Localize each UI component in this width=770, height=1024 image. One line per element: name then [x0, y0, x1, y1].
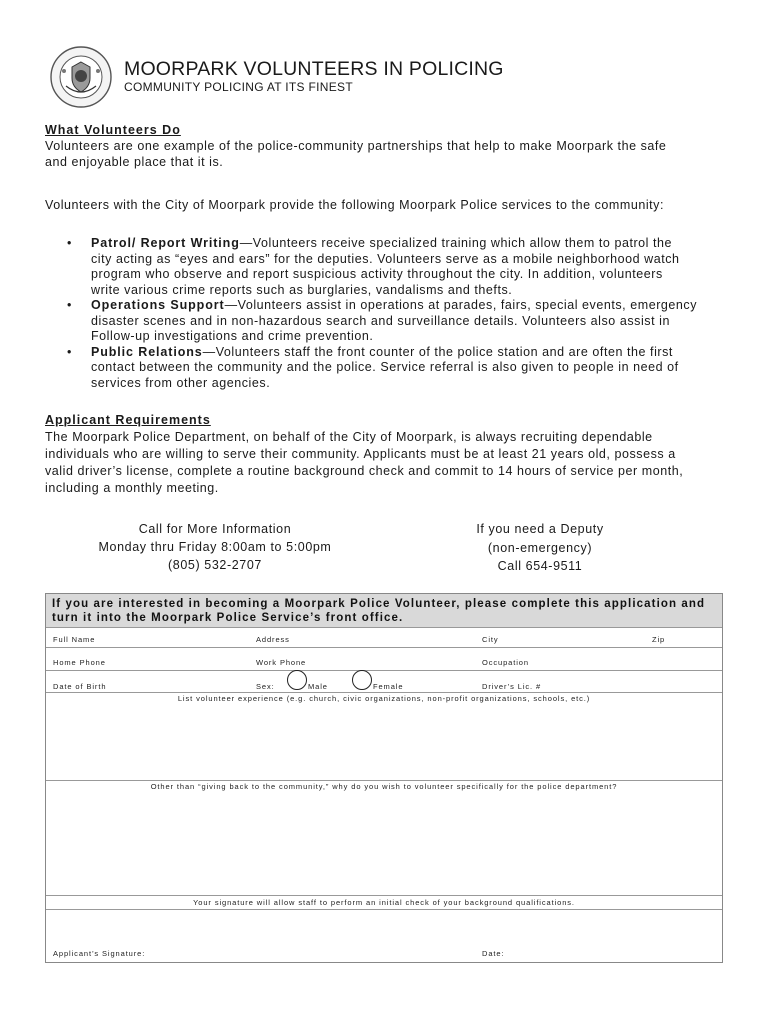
city-field[interactable]: City — [482, 635, 499, 644]
why-volunteer-label: Other than “giving back to the community,” why do you wish to volunteer specifically for the police department? — [150, 782, 618, 791]
contact-line: (non-emergency) — [487, 540, 593, 555]
sex-label: Sex: — [256, 682, 275, 691]
service-text: disaster scenes and in non-hazardous search and surveillance details. Volunteers also assist in — [91, 313, 670, 328]
service-text: contact between the community and the police. Service referral is also given to people in need of — [91, 360, 679, 374]
female-radio[interactable] — [352, 670, 372, 690]
banner-line: turn it into the Moorpark Police Service’s front office. — [52, 612, 404, 624]
contact-line: Monday thru Friday 8:00am to 5:00pm — [98, 540, 332, 554]
contact-phone: Call 654-9511 — [497, 559, 583, 573]
signature-field[interactable]: Applicant’s Signature: — [53, 949, 146, 958]
service-text: write various crime reports such as burglaries, vandalisms and thefts. — [91, 282, 513, 297]
occupation-field[interactable]: Occupation — [482, 658, 529, 667]
full-name-field[interactable]: Full Name — [53, 635, 96, 644]
zip-field[interactable]: Zip — [652, 635, 666, 644]
bullet-icon: • — [67, 298, 72, 312]
deputy-contact — [450, 520, 630, 576]
about-services-intro: Volunteers with the City of Moorpark provide the following Moorpark Police services to the community: — [45, 198, 664, 212]
list-item — [45, 345, 725, 392]
service-text: services from other agencies. — [91, 375, 271, 390]
list-item — [45, 298, 725, 345]
application-form — [45, 593, 723, 963]
about-section — [45, 122, 735, 170]
date-field[interactable]: Date: — [482, 949, 505, 958]
service-text: —Volunteers staff the front counter of the police station and are often the first — [202, 344, 673, 359]
page-subtitle: COMMUNITY POLICING AT ITS FINEST — [124, 80, 353, 94]
bullet-icon: • — [67, 344, 72, 359]
date-of-birth-field[interactable]: Date of Birth — [53, 682, 107, 691]
requirements-line: individuals who are willing to serve their community. Applicants must be at least 21 years old, possess a — [45, 447, 676, 461]
page-title: MOORPARK VOLUNTEERS IN POLICING — [124, 58, 504, 80]
requirements-line: including a monthly meeting. — [45, 481, 219, 495]
about-heading: What Volunteers Do — [45, 123, 181, 137]
about-text-line: Volunteers are one example of the police-community partnerships that help to make Moorpark the safe — [45, 139, 667, 153]
police-seal-logo — [50, 46, 112, 108]
service-text: —Volunteers receive specialized training which allow them to patrol the — [239, 236, 673, 250]
why-volunteer-textarea[interactable] — [46, 794, 722, 894]
drivers-license-field[interactable]: Driver’s Lic. # — [482, 682, 542, 691]
service-text: Follow-up investigations and crime prevention. — [91, 329, 374, 343]
service-text: program who observe and report suspicious activity throughout the city. In addition, volunteers — [91, 267, 663, 281]
requirements-heading: Applicant Requirements — [45, 413, 211, 427]
experience-textarea[interactable] — [46, 706, 722, 780]
requirements-line: The Moorpark Police Department, on behalf of the City of Moorpark, is always recruiting dependable — [45, 430, 653, 444]
address-field[interactable]: Address — [256, 635, 290, 644]
services-list — [45, 236, 725, 391]
requirements-section — [45, 412, 735, 497]
service-title: Public Relations — [91, 344, 203, 359]
contact-phone: (805) 532-2707 — [168, 558, 262, 572]
work-phone-field[interactable]: Work Phone — [256, 658, 307, 667]
bullet-icon: • — [67, 236, 72, 250]
about-text-line: and enjoyable place that it is. — [45, 155, 224, 169]
contact-line: If you need a Deputy — [476, 522, 604, 536]
banner-line: If you are interested in becoming a Moorpark Police Volunteer, please complete this application and — [52, 598, 706, 610]
contact-info — [70, 520, 360, 574]
service-title: Patrol/ Report Writing — [91, 236, 240, 250]
signature-note: Your signature will allow staff to perform an initial check of your background qualifications. — [193, 898, 575, 907]
service-title: Operations Support — [91, 298, 225, 312]
home-phone-field[interactable]: Home Phone — [53, 658, 106, 667]
male-label: Male — [308, 682, 328, 691]
requirements-line: valid driver’s license, complete a routine background check and commit to 14 hours of service per month, — [45, 464, 684, 478]
female-label: Female — [373, 682, 404, 691]
male-radio[interactable] — [287, 670, 307, 690]
service-text: city acting as “eyes and ears” for the deputies. Volunteers serve as a mobile neighborhood watch — [91, 251, 680, 266]
service-text: —Volunteers assist in operations at parades, fairs, special events, emergency — [224, 298, 698, 312]
contact-line: Call for More Information — [138, 522, 292, 536]
list-item — [45, 236, 725, 298]
experience-label: List volunteer experience (e.g. church, civic organizations, non-profit organizations, schools, etc.) — [177, 694, 591, 703]
form-banner — [46, 594, 722, 627]
